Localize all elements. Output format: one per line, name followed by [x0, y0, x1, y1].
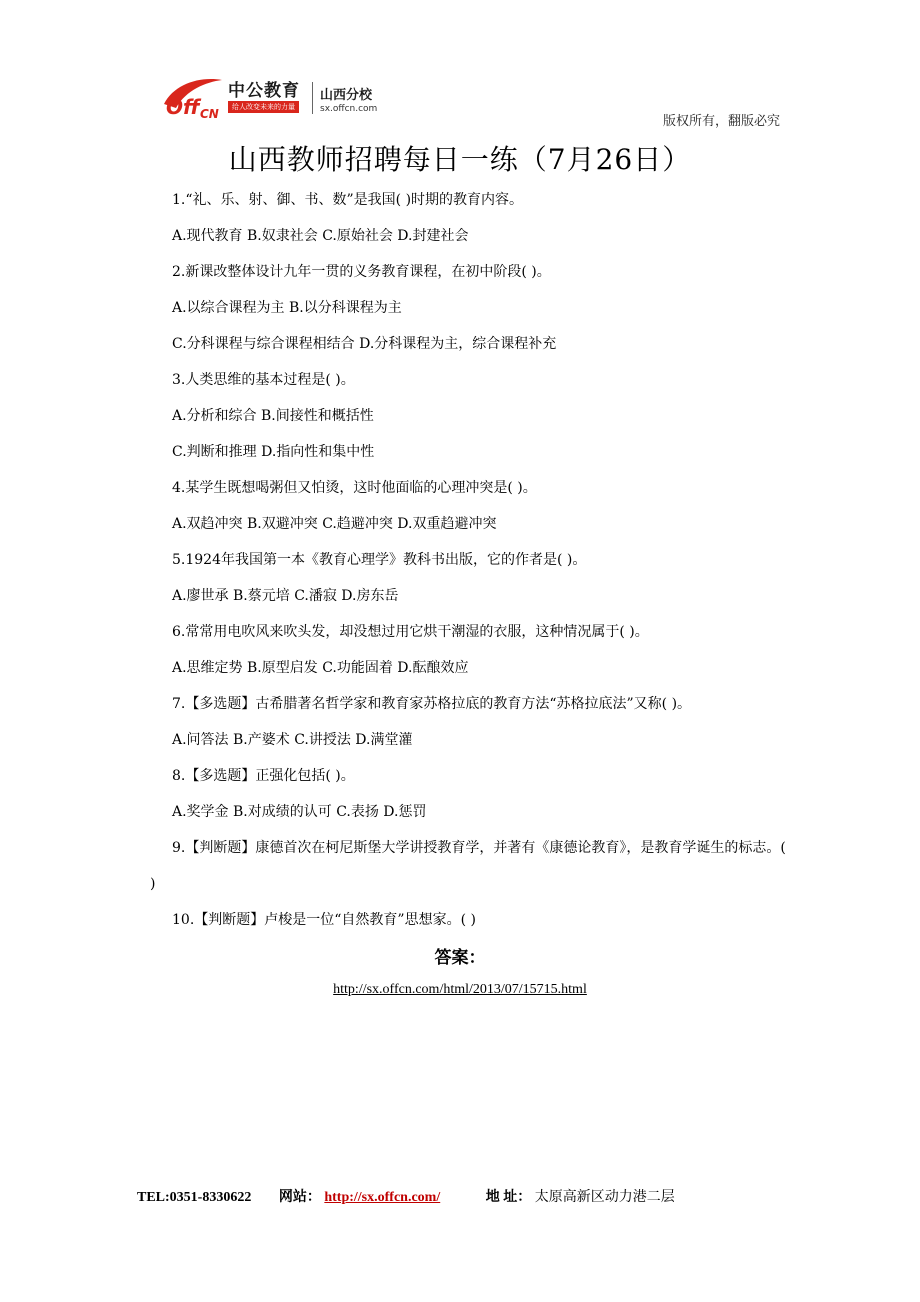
svg-text:Off: Off [166, 95, 200, 119]
page-footer [137, 1186, 675, 1206]
options-6: A.思维定势 B.原型启发 C.功能固着 D.酝酿效应 [172, 660, 469, 676]
question-4: 4.某学生既想喝粥但又怕烫，这时他面临的心理冲突是( )。 [172, 480, 537, 496]
logo-divider [312, 82, 313, 114]
options-3a: A.分析和综合 B.间接性和概括性 [172, 408, 374, 424]
answer-link[interactable]: http://sx.offcn.com/html/2013/07/15715.html [333, 982, 587, 997]
options-4: A.双趋冲突 B.双避冲突 C.趋避冲突 D.双重趋避冲突 [172, 516, 497, 532]
footer-address: 太原高新区动力港二层 [534, 1190, 675, 1205]
question-6: 6.常常用电吹风来吹头发，却没想过用它烘干潮湿的衣服，这种情况属于( )。 [172, 624, 649, 640]
logo-slogan: 给人改变未来的力量 [228, 101, 299, 113]
options-2b: C.分科课程与综合课程相结合 D.分科课程为主，综合课程补充 [172, 336, 557, 352]
footer-tel: TEL:0351-8330622 [137, 1190, 252, 1205]
question-7: 7.【多选题】古希腊著名哲学家和教育家苏格拉底的教育方法“苏格拉底法”又称( )。 [172, 696, 692, 712]
options-5: A.廖世承 B.蔡元培 C.潘寂 D.房东岳 [172, 588, 399, 604]
options-3b: C.判断和推理 D.指向性和集中性 [172, 444, 375, 460]
logo-domain: sx.offcn.com [320, 104, 378, 114]
options-2a: A.以综合课程为主 B.以分科课程为主 [172, 300, 402, 316]
options-8: A.奖学金 B.对成绩的认可 C.表扬 D.惩罚 [172, 804, 427, 820]
page-title: 山西教师招聘每日一练（7月26日） [228, 143, 692, 176]
copyright-notice: 版权所有，翻版必究 [662, 114, 780, 129]
logo-branch: 山西分校 [320, 88, 373, 103]
question-9: 9.【判断题】康德首次在柯尼斯堡大学讲授教育学，并著有《康德论教育》，是教育学诞生的标志。( ) [150, 840, 786, 892]
question-10: 10.【判断题】卢梭是一位“自然教育”思想家。( ) [172, 912, 476, 928]
footer-address-label: 地 址： [485, 1190, 532, 1205]
footer-site-link[interactable]: http://sx.offcn.com/ [324, 1190, 441, 1205]
options-1: A.现代教育 B.奴隶社会 C.原始社会 D.封建社会 [172, 228, 469, 244]
offcn-swoosh-icon [160, 74, 228, 122]
logo-brand: 中公教育 [228, 81, 300, 101]
offcn-logo [160, 74, 400, 122]
question-list [150, 182, 790, 938]
question-1: 1.“礼、乐、射、御、书、数”是我国( )时期的教育内容。 [172, 192, 524, 208]
question-8: 8.【多选题】正强化包括( )。 [172, 768, 355, 784]
footer-site-label: 网站： [278, 1190, 321, 1205]
answer-heading: 答案： [434, 948, 486, 968]
options-7: A.问答法 B.产婆术 C.讲授法 D.满堂灌 [172, 732, 413, 748]
page-header [160, 66, 780, 130]
question-2: 2.新课改整体设计九年一贯的义务教育课程，在初中阶段( )。 [172, 264, 551, 280]
question-3: 3.人类思维的基本过程是( )。 [172, 372, 355, 388]
question-5: 5.1924年我国第一本《教育心理学》教科书出版，它的作者是( )。 [172, 552, 587, 568]
svg-text:CN: CN [200, 107, 219, 121]
